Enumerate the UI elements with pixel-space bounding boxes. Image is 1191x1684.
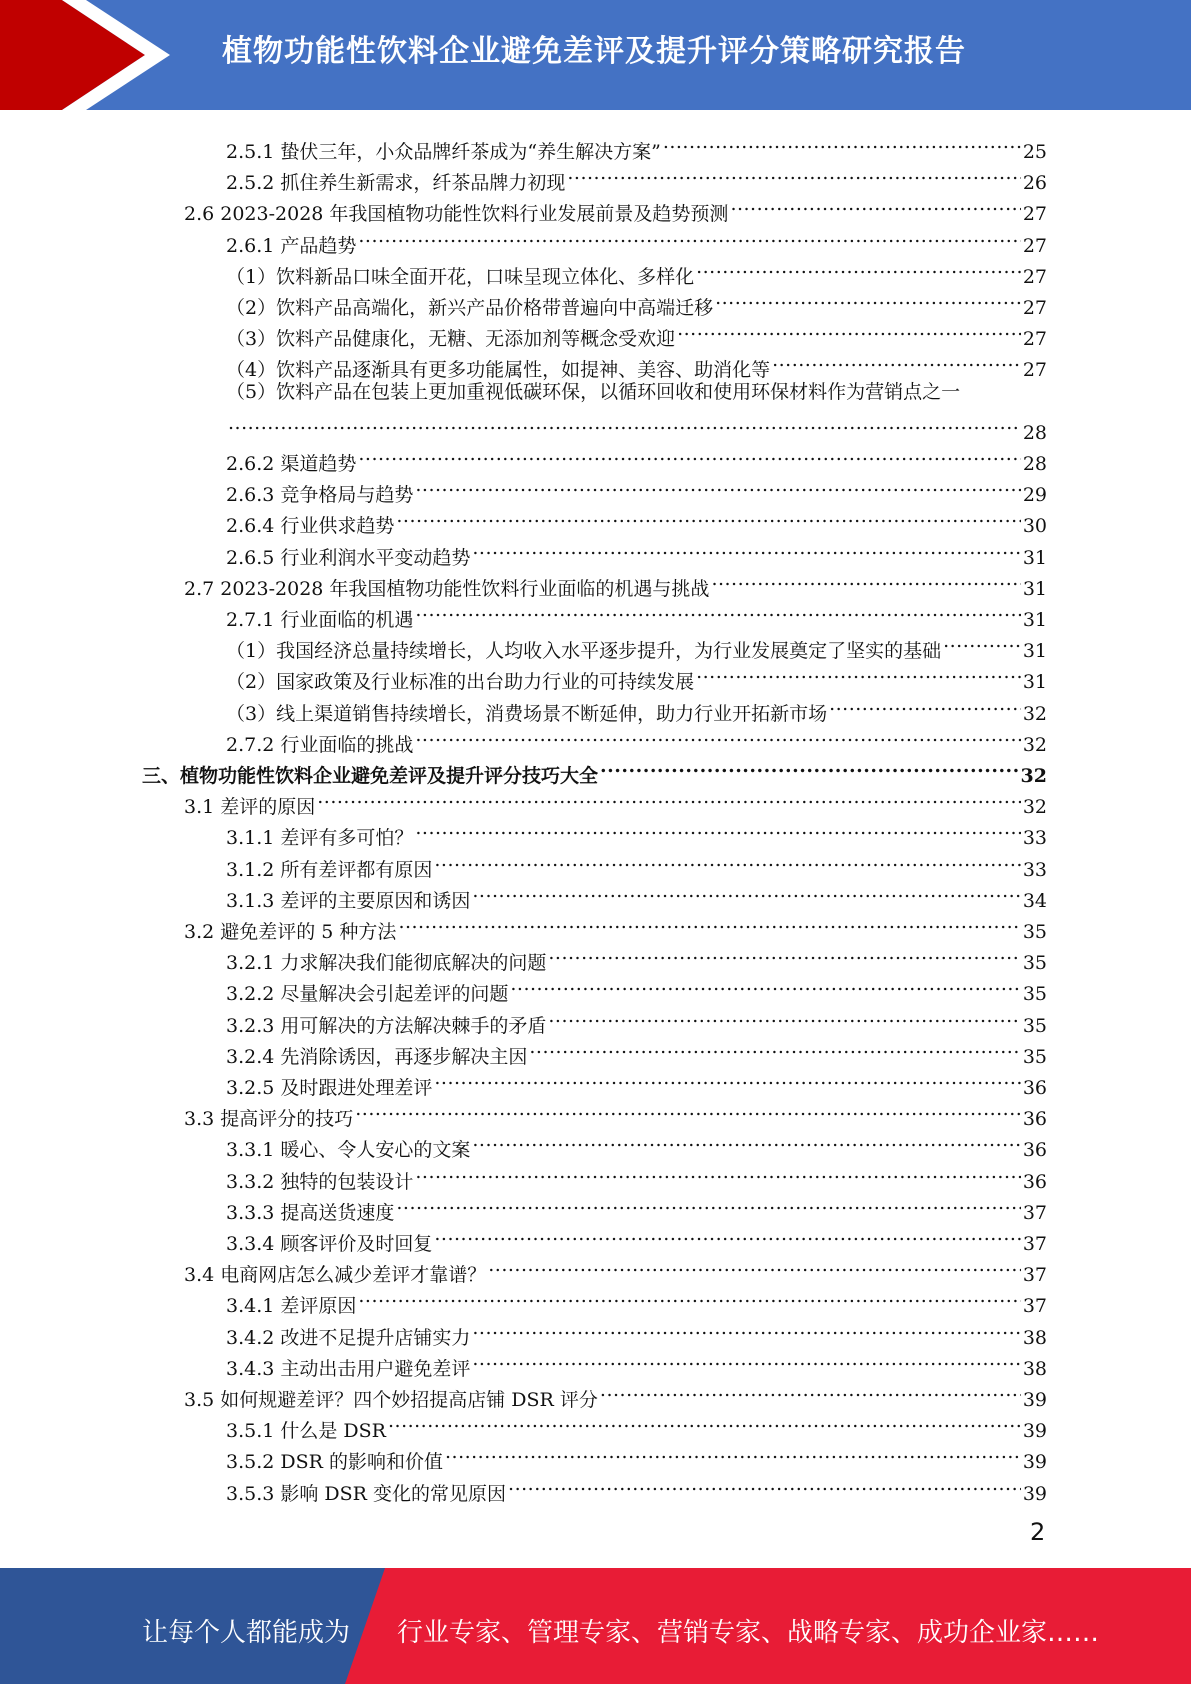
toc-dot-leader <box>600 751 1019 782</box>
toc-entry[interactable] <box>226 470 1047 506</box>
toc-entry[interactable] <box>226 439 1047 475</box>
toc-entry[interactable] <box>226 1344 1047 1380</box>
toc-entry-title: （5）饮料产品在包装上更加重视低碳环保，以循环回收和使用环保材料作为营销点之一 <box>226 381 961 403</box>
toc-dot-leader <box>445 1437 1021 1468</box>
toc-entry-title: 2.7.2 行业面临的挑战 <box>226 734 414 756</box>
toc-dot-leader <box>715 283 1021 314</box>
toc-entry-title: 3.4.3 主动出击用户避免差评 <box>226 1358 471 1380</box>
toc-entry-page: 33 <box>1022 859 1047 881</box>
toc-dot-leader <box>943 626 1021 657</box>
toc-entry-page: 37 <box>1022 1202 1047 1224</box>
toc-entry-page: 36 <box>1022 1139 1047 1161</box>
toc-entry-title: （4）饮料产品逐渐具有更多功能属性，如提神、美容、助消化等 <box>226 359 771 381</box>
toc-dot-leader <box>396 501 1020 532</box>
page-number: 2 <box>1030 1518 1046 1546</box>
toc-entry-title: 2.5.1 蛰伏三年，小众品牌纤茶成为“养生解决方案” <box>226 141 661 163</box>
toc-entry-title: 3.1.2 所有差评都有原因 <box>226 859 433 881</box>
toc-entry-page: 39 <box>1022 1483 1047 1505</box>
toc-entry[interactable] <box>226 1437 1047 1473</box>
toc-entry[interactable] <box>142 751 1047 787</box>
toc-entry-title: 3.2.3 用可解决的方法解决棘手的矛盾 <box>226 1015 547 1037</box>
toc-dot-leader <box>730 189 1020 220</box>
toc-entry[interactable] <box>226 813 1047 849</box>
toc-entry[interactable] <box>226 1313 1047 1349</box>
toc-entry[interactable] <box>226 1406 1047 1442</box>
toc-entry-title: 3.3.1 暖心、令人安心的文案 <box>226 1139 471 1161</box>
toc-entry[interactable] <box>226 377 1047 408</box>
toc-entry-page: 32 <box>1020 765 1047 787</box>
toc-entry[interactable] <box>226 1157 1047 1193</box>
toc-dot-leader <box>415 720 1020 751</box>
toc-dot-leader <box>529 1032 1020 1063</box>
toc-dot-leader <box>548 1001 1020 1032</box>
toc-entry[interactable] <box>226 1469 1047 1505</box>
toc-dot-leader <box>472 1125 1020 1156</box>
toc-entry-page: 32 <box>1022 703 1047 725</box>
toc-entry-title: 3.3.4 顾客评价及时回复 <box>226 1233 433 1255</box>
toc-dot-leader <box>472 1313 1020 1344</box>
toc-entry-title: 3.5.3 影响 DSR 变化的常见原因 <box>226 1483 507 1505</box>
toc-entry[interactable] <box>226 501 1047 537</box>
toc-dot-leader <box>772 345 1021 376</box>
toc-dot-leader <box>398 907 1020 938</box>
toc-entry-page: 28 <box>1022 453 1047 475</box>
toc-entry-title: 3.2.1 力求解决我们能彻底解决的问题 <box>226 952 547 974</box>
toc-entry[interactable] <box>184 1375 1047 1411</box>
toc-dot-leader <box>415 813 1020 844</box>
toc-dot-leader <box>415 595 1020 626</box>
toc-entry-title: 3.5.1 什么是 DSR <box>226 1420 386 1442</box>
toc-dot-leader <box>567 158 1020 189</box>
toc-entry[interactable] <box>184 1094 1047 1130</box>
toc-entry-title: 3.2.2 尽量解决会引起差评的问题 <box>226 983 509 1005</box>
toc-entry-page: 36 <box>1022 1077 1047 1099</box>
toc-entry[interactable] <box>184 907 1047 943</box>
toc-entry-page: 36 <box>1022 1171 1047 1193</box>
toc-entry[interactable] <box>226 314 1047 350</box>
toc-entry[interactable] <box>226 876 1047 912</box>
toc-entry-page: 25 <box>1022 141 1047 163</box>
toc-dot-leader <box>663 127 1021 158</box>
header-banner <box>0 0 1191 110</box>
toc-entry[interactable] <box>226 1125 1047 1161</box>
toc-entry-title: 3.2.5 及时跟进处理差评 <box>226 1077 433 1099</box>
toc-entry[interactable] <box>226 1219 1047 1255</box>
footer-slogan-right: 行业专家、管理专家、营销专家、战略专家、成功企业家…… <box>397 1618 1100 1648</box>
toc-dot-leader <box>548 938 1020 969</box>
toc-entry-page: 27 <box>1022 203 1047 225</box>
toc-dot-leader <box>415 1157 1020 1188</box>
toc-entry-page: 35 <box>1022 921 1047 943</box>
toc-entry[interactable] <box>226 938 1047 974</box>
toc-entry-page: 31 <box>1022 547 1047 569</box>
toc-dot-leader <box>415 470 1020 501</box>
toc-entry-page: 32 <box>1022 796 1047 818</box>
toc-entry-page: 27 <box>1022 328 1047 350</box>
toc-entry-title: 3.4 电商网店怎么减少差评才靠谱？ <box>184 1264 487 1286</box>
toc-entry[interactable] <box>226 1063 1047 1099</box>
toc-entry-title: 3.1 差评的原因 <box>184 796 316 818</box>
toc-entry[interactable] <box>226 283 1047 319</box>
toc-entry-page: 28 <box>1022 422 1047 444</box>
toc-entry[interactable] <box>184 1250 1047 1286</box>
footer-banner <box>0 1568 1191 1684</box>
toc-entry[interactable] <box>226 595 1047 631</box>
toc-entry-title: 2.7.1 行业面临的机遇 <box>226 609 414 631</box>
toc-entry-page: 36 <box>1022 1108 1047 1130</box>
toc-entry-page: 29 <box>1022 484 1047 506</box>
report-title: 植物功能性饮料企业避免差评及提升评分策略研究报告 <box>222 34 966 69</box>
toc-entry-title: 3.4.1 差评原因 <box>226 1295 357 1317</box>
toc-entry[interactable] <box>226 1188 1047 1224</box>
toc-entry-title: 2.6.5 行业利润水平变动趋势 <box>226 547 471 569</box>
toc-entry-page: 27 <box>1022 266 1047 288</box>
toc-entry-page: 37 <box>1022 1233 1047 1255</box>
toc-dot-leader <box>434 1063 1020 1094</box>
toc-dot-leader <box>472 533 1020 564</box>
toc-entry-title: 2.6 2023-2028 年我国植物功能性饮料行业发展前景及趋势预测 <box>184 203 729 225</box>
toc-dot-leader <box>677 314 1021 345</box>
footer-slogan-left: 让每个人都能成为 <box>142 1618 351 1648</box>
toc-entry[interactable] <box>184 189 1047 225</box>
toc-entry-title: 3.3 提高评分的技巧 <box>184 1108 354 1130</box>
toc-entry[interactable] <box>226 345 1047 381</box>
toc-entry[interactable] <box>184 564 1047 600</box>
toc-dot-leader <box>711 564 1020 595</box>
toc-entry[interactable] <box>226 158 1047 194</box>
toc-entry-page: 35 <box>1022 1015 1047 1037</box>
toc-entry-page: 27 <box>1022 235 1047 257</box>
toc-entry-title: （3）饮料产品健康化，无糖、无添加剂等概念受欢迎 <box>226 328 676 350</box>
toc-dot-leader <box>228 408 1021 439</box>
toc-entry-title: （3）线上渠道销售持续增长，消费场景不断延伸，助力行业开拓新市场 <box>226 703 828 725</box>
toc-entry[interactable] <box>226 408 1047 444</box>
toc-entry-title: 3.3.3 提高送货速度 <box>226 1202 395 1224</box>
toc-entry[interactable] <box>226 1281 1047 1317</box>
toc-entry-page: 27 <box>1022 297 1047 319</box>
toc-entry-page: 39 <box>1022 1389 1047 1411</box>
toc-dot-leader <box>388 1406 1021 1437</box>
toc-entry-page: 31 <box>1022 578 1047 600</box>
toc-entry-title: （1）我国经济总量持续增长，人均收入水平逐步提升，为行业发展奠定了坚实的基础 <box>226 640 942 662</box>
toc-entry-page: 32 <box>1022 734 1047 756</box>
toc-entry-title: （2）饮料产品高端化，新兴产品价格带普遍向中高端迁移 <box>226 297 714 319</box>
toc-entry-page: 35 <box>1022 1046 1047 1068</box>
toc-entry-page: 35 <box>1022 952 1047 974</box>
toc-entry[interactable] <box>226 252 1047 288</box>
toc-entry-title: 2.6.1 产品趋势 <box>226 235 357 257</box>
toc-dot-leader <box>434 845 1020 876</box>
toc-dot-leader <box>355 1094 1021 1125</box>
toc-entry[interactable] <box>226 626 1047 662</box>
toc-entry-title: 3.1.1 差评有多可怕？ <box>226 827 414 849</box>
toc-entry-page: 31 <box>1022 609 1047 631</box>
toc-dot-leader <box>829 689 1021 720</box>
toc-entry-page: 34 <box>1022 890 1047 912</box>
toc-dot-leader <box>600 1375 1021 1406</box>
toc-dot-leader <box>358 439 1020 470</box>
toc-dot-leader <box>696 252 1021 283</box>
toc-entry[interactable] <box>226 657 1047 693</box>
toc-entry-page: 35 <box>1022 983 1047 1005</box>
toc-entry-page: 37 <box>1022 1264 1047 1286</box>
toc-entry-title: 三、植物功能性饮料企业避免差评及提升评分技巧大全 <box>142 765 599 787</box>
toc-entry-page: 31 <box>1022 671 1047 693</box>
toc-dot-leader <box>317 782 1021 813</box>
toc-entry-title: 3.2.4 先消除诱因，再逐步解决主因 <box>226 1046 528 1068</box>
toc-dot-leader <box>472 1344 1020 1375</box>
toc-entry-title: 3.2 避免差评的 5 种方法 <box>184 921 397 943</box>
toc-entry-title: 3.3.2 独特的包装设计 <box>226 1171 414 1193</box>
toc-dot-leader <box>508 1469 1021 1500</box>
toc-entry-title: 3.5 如何规避差评？四个妙招提高店铺 DSR 评分 <box>184 1389 598 1411</box>
toc-dot-leader <box>434 1219 1020 1250</box>
toc-entry[interactable] <box>226 1032 1047 1068</box>
toc-entry-title: 2.6.3 竞争格局与趋势 <box>226 484 414 506</box>
toc-entry-page: 30 <box>1022 515 1047 537</box>
toc-entry-page: 26 <box>1022 172 1047 194</box>
toc-entry-title: 2.6.2 渠道趋势 <box>226 453 357 475</box>
toc-dot-leader <box>396 1188 1020 1219</box>
toc-entry-page: 38 <box>1022 1358 1047 1380</box>
toc-entry[interactable] <box>226 127 1047 163</box>
toc-entry[interactable] <box>226 720 1047 756</box>
toc-entry-title: 3.4.2 改进不足提升店铺实力 <box>226 1327 471 1349</box>
toc-entry-title: （2）国家政策及行业标准的出台助力行业的可持续发展 <box>226 671 695 693</box>
toc-entry-title: 2.5.2 抓住养生新需求，纤茶品牌力初现 <box>226 172 566 194</box>
toc-entry-title: 3.1.3 差评的主要原因和诱因 <box>226 890 471 912</box>
toc-dot-leader <box>358 1281 1020 1312</box>
toc-entry-page: 39 <box>1022 1451 1047 1473</box>
toc-entry-page: 39 <box>1022 1420 1047 1442</box>
toc-entry-page: 27 <box>1022 359 1047 381</box>
toc-dot-leader <box>488 1250 1021 1281</box>
toc-entry[interactable] <box>226 1001 1047 1037</box>
toc-dot-leader <box>472 876 1020 907</box>
toc-entry-title: 2.6.4 行业供求趋势 <box>226 515 395 537</box>
toc-dot-leader <box>510 969 1020 1000</box>
toc-entry-page: 37 <box>1022 1295 1047 1317</box>
toc-entry-title: 3.5.2 DSR 的影响和价值 <box>226 1451 443 1473</box>
toc-entry[interactable] <box>226 689 1047 725</box>
toc-entry-page: 31 <box>1022 640 1047 662</box>
toc-dot-leader <box>358 221 1020 252</box>
toc-entry[interactable] <box>226 221 1047 257</box>
toc-entry[interactable] <box>226 969 1047 1005</box>
toc-entry[interactable] <box>226 533 1047 569</box>
toc-entry-title: 2.7 2023-2028 年我国植物功能性饮料行业面临的机遇与挑战 <box>184 578 710 600</box>
toc-entry-page: 38 <box>1022 1327 1047 1349</box>
toc-entry-page: 33 <box>1022 827 1047 849</box>
toc-dot-leader <box>696 657 1021 688</box>
toc-entry[interactable] <box>184 782 1047 818</box>
toc-entry[interactable] <box>226 845 1047 881</box>
toc-entry-title: （1）饮料新品口味全面开花，口味呈现立体化、多样化 <box>226 266 695 288</box>
